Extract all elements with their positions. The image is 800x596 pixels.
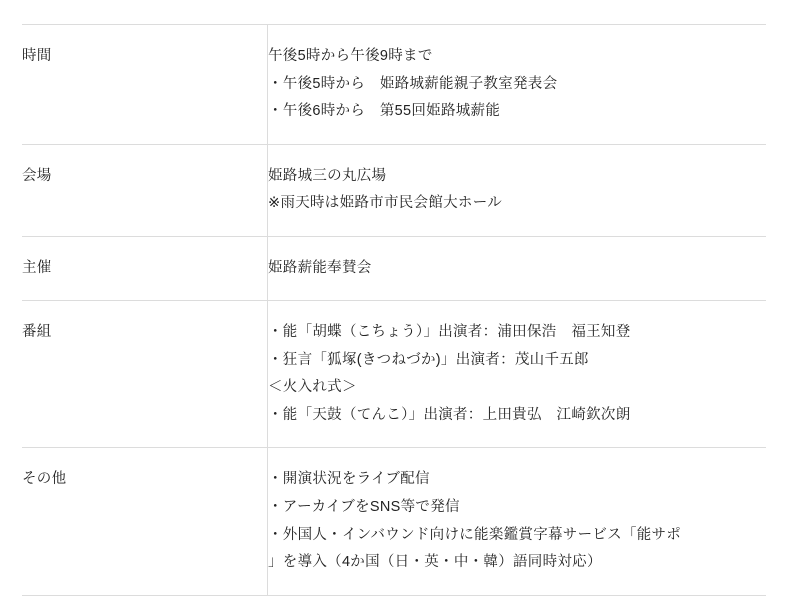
row-label: 時間 xyxy=(22,48,52,64)
row-label-cell xyxy=(22,236,268,301)
row-value-line: 午後5時から午後9時まで xyxy=(268,48,433,64)
row-label-cell xyxy=(22,144,268,236)
table-row xyxy=(22,301,766,448)
row-value-cell xyxy=(268,144,767,236)
row-value-line: 姫路城三の丸広場 xyxy=(268,167,387,184)
row-value-line: ・午後6時から 第55回姫路城薪能 xyxy=(268,103,501,120)
row-value-cell xyxy=(268,236,767,301)
row-value-line: ・能「胡蝶（こちょう）」出演者：浦田保浩 福王知登 xyxy=(268,324,631,341)
row-label-cell xyxy=(22,301,268,448)
info-table-container xyxy=(22,24,766,596)
table-body xyxy=(22,25,766,596)
row-label: 会場 xyxy=(22,167,52,184)
row-value-line: ・能「天鼓（てんこ）」出演者：上田貴弘 江崎欽次朗 xyxy=(268,406,631,423)
row-value-line: ・外国人・インバウンド向けに能楽鑑賞字幕サービス「能サポ xyxy=(268,526,682,543)
row-value-line: ・アーカイブをSNS等で発信 xyxy=(268,499,460,516)
row-value-line: ・開演状況をライブ配信 xyxy=(268,471,430,488)
row-label: 主催 xyxy=(22,259,52,276)
table-row xyxy=(22,25,766,145)
table-row xyxy=(22,448,766,595)
table-row xyxy=(22,236,766,301)
row-value-cell xyxy=(268,301,767,448)
table-row xyxy=(22,144,766,236)
row-value-line: ＜火入れ式＞ xyxy=(268,379,357,396)
row-value-line: ・狂言「狐塚(きつねづか)」出演者：茂山千五郎 xyxy=(268,351,589,368)
row-value-line: 」を導入（4か国（日・英・中・韓）語同時対応） xyxy=(268,554,602,571)
row-label: 番組 xyxy=(22,324,52,341)
row-value-line: ・午後5時から 姫路城薪能親子教室発表会 xyxy=(268,75,558,92)
row-value-cell xyxy=(268,25,767,145)
row-value-line: ※雨天時は姫路市市民会館大ホール xyxy=(268,195,502,212)
row-label-cell xyxy=(22,25,268,145)
event-details-table xyxy=(22,24,766,596)
row-label-cell xyxy=(22,448,268,595)
row-value-line: 姫路薪能奉賛会 xyxy=(268,259,372,276)
row-value-cell xyxy=(268,448,767,595)
row-label: その他 xyxy=(22,471,67,488)
